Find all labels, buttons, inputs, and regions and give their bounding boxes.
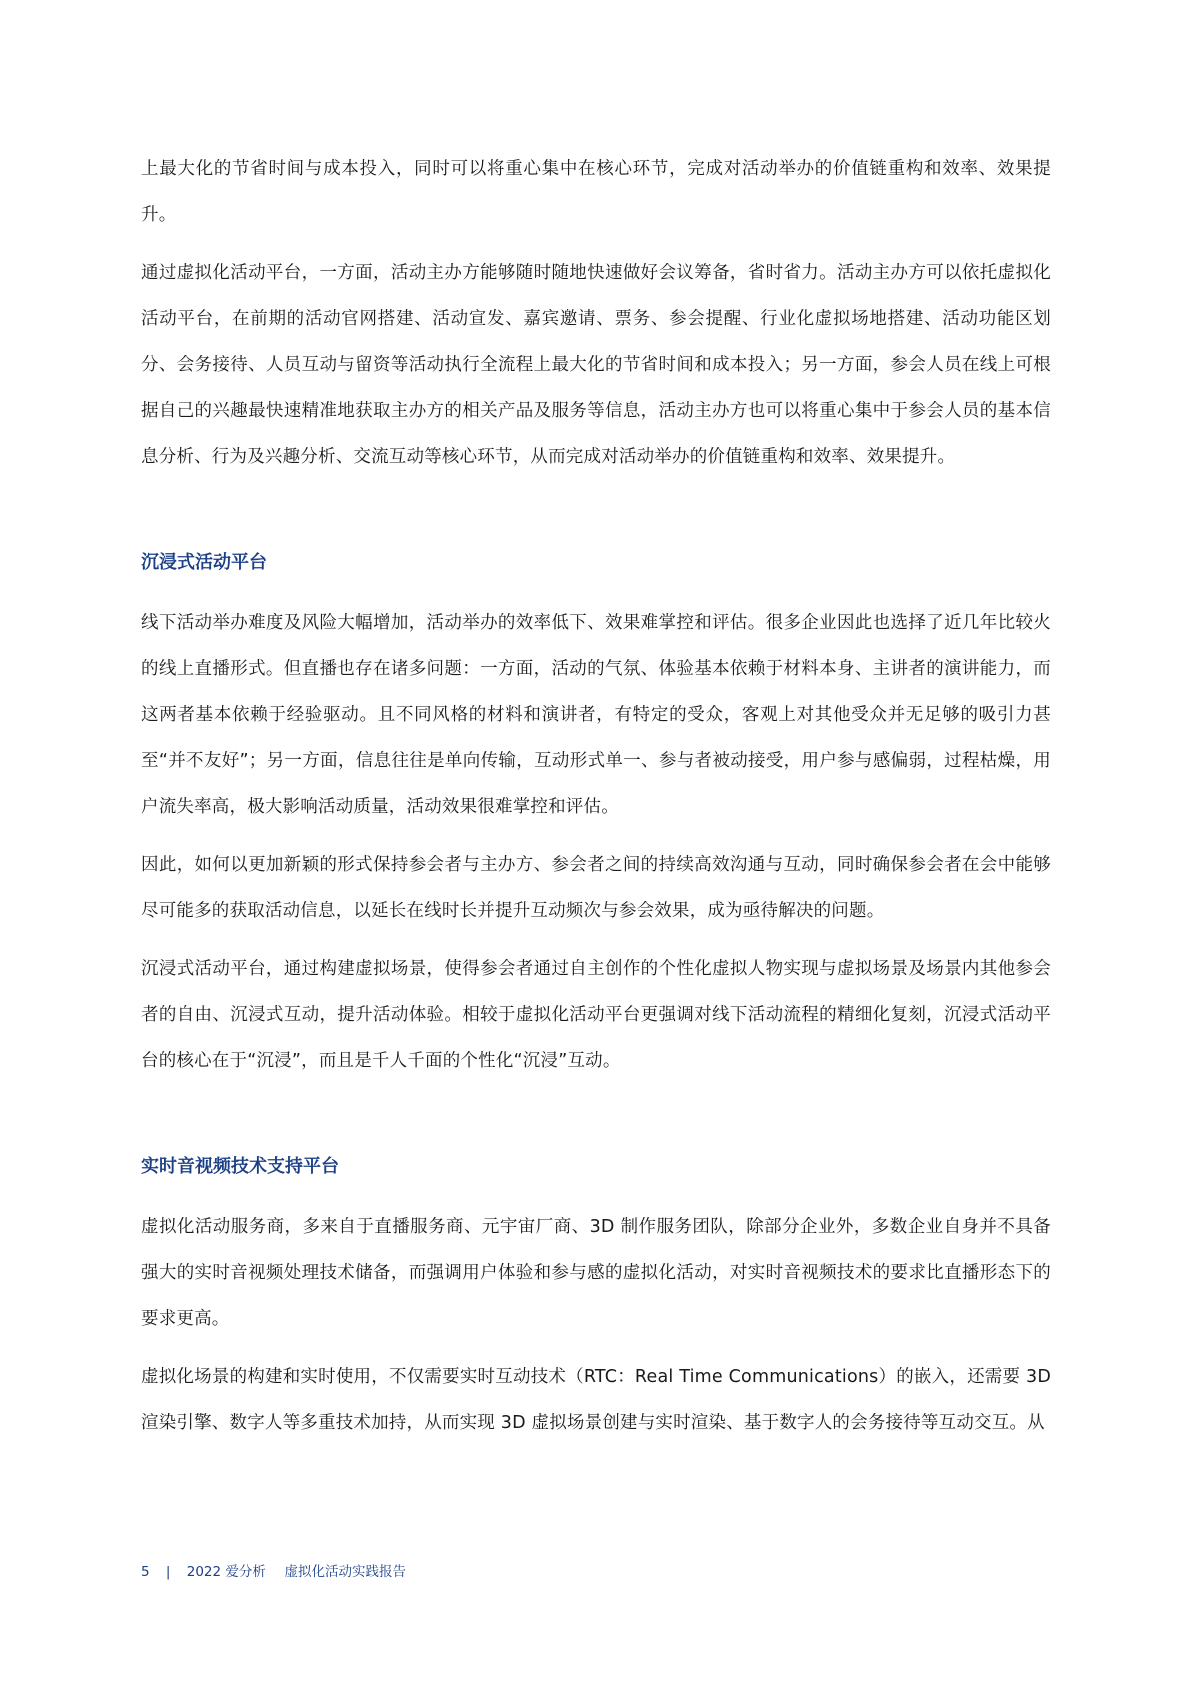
page-number: 5 — [141, 1564, 150, 1580]
report-title: 虚拟化活动实践报告 — [284, 1564, 406, 1580]
section-heading-immersive: 沉浸式活动平台 — [141, 552, 267, 573]
body-paragraph: 虚拟化活动服务商，多来自于直播服务商、元宇宙厂商、3D 制作服务团队，除部分企业外，多数企业自身并不具备强大的实时音视频处理技术储备，而强调用户体验和参与感的虚拟化活动，对实时音视频技术的要求比直播形态下的要求更高。 — [141, 1217, 1051, 1329]
page-footer — [141, 1560, 406, 1580]
body-paragraph: 沉浸式活动平台，通过构建虚拟场景，使得参会者通过自主创作的个性化虚拟人物实现与虚拟场景及场景内其他参会者的自由、沉浸式互动，提升活动体验。相较于虚拟化活动平台更强调对线下活动流程的精细化复刻，沉浸式活动平台的核心在于“沉浸”，而且是千人千面的个性化“沉浸”互动。 — [141, 959, 1051, 1071]
page-content — [141, 146, 1051, 1446]
body-paragraph: 通过虚拟化活动平台，一方面，活动主办方能够随时随地快速做好会议筹备，省时省力。活动主办方可以依托虚拟化活动平台，在前期的活动官网搭建、活动宣发、嘉宾邀请、票务、参会提醒、行业化虚拟场地搭建、活动功能区划分、会务接待、人员互动与留资等活动执行全流程上最大化的节省时间和成本投入；另一方面，参会人员在线上可根据自己的兴趣最快速精准地获取主办方的相关产品及服务等信息，活动主办方也可以将重心集中于参会人员的基本信息分析、行为及兴趣分析、交流互动等核心环节，从而完成对活动举办的价值链重构和效率、效果提升。 — [141, 263, 1051, 467]
body-paragraph: 虚拟化场景的构建和实时使用，不仅需要实时互动技术（RTC：Real Time Communications）的嵌入，还需要 3D 渲染引擎、数字人等多重技术加持，从而实现 3D 虚拟场景创建与实时渲染、基于数字人的会务接待等互动交互。从 — [141, 1367, 1051, 1433]
body-paragraph: 线下活动举办难度及风险大幅增加，活动举办的效率低下、效果难掌控和评估。很多企业因此也选择了近几年比较火的线上直播形式。但直播也存在诸多问题：一方面，活动的气氛、体验基本依赖于材料本身、主讲者的演讲能力，而这两者基本依赖于经验驱动。且不同风格的材料和演讲者，有特定的受众，客观上对其他受众并无足够的吸引力甚至“并不友好”；另一方面，信息往往是单向传输，互动形式单一、参与者被动接受，用户参与感偏弱，过程枯燥，用户流失率高，极大影响活动质量，活动效果很难掌控和评估。 — [141, 613, 1051, 817]
body-paragraph: 因此，如何以更加新颖的形式保持参会者与主办方、参会者之间的持续高效沟通与互动，同时确保参会者在会中能够尽可能多的获取活动信息，以延长在线时长并提升互动频次与参会效果，成为亟待解决的问题。 — [141, 855, 1051, 921]
footer-separator: | — [165, 1564, 171, 1580]
body-paragraph: 上最大化的节省时间与成本投入，同时可以将重心集中在核心环节，完成对活动举办的价值链重构和效率、效果提升。 — [141, 159, 1051, 225]
section-heading-rtc: 实时音视频技术支持平台 — [141, 1156, 339, 1177]
report-brand: 2022 爱分析 — [186, 1564, 266, 1580]
